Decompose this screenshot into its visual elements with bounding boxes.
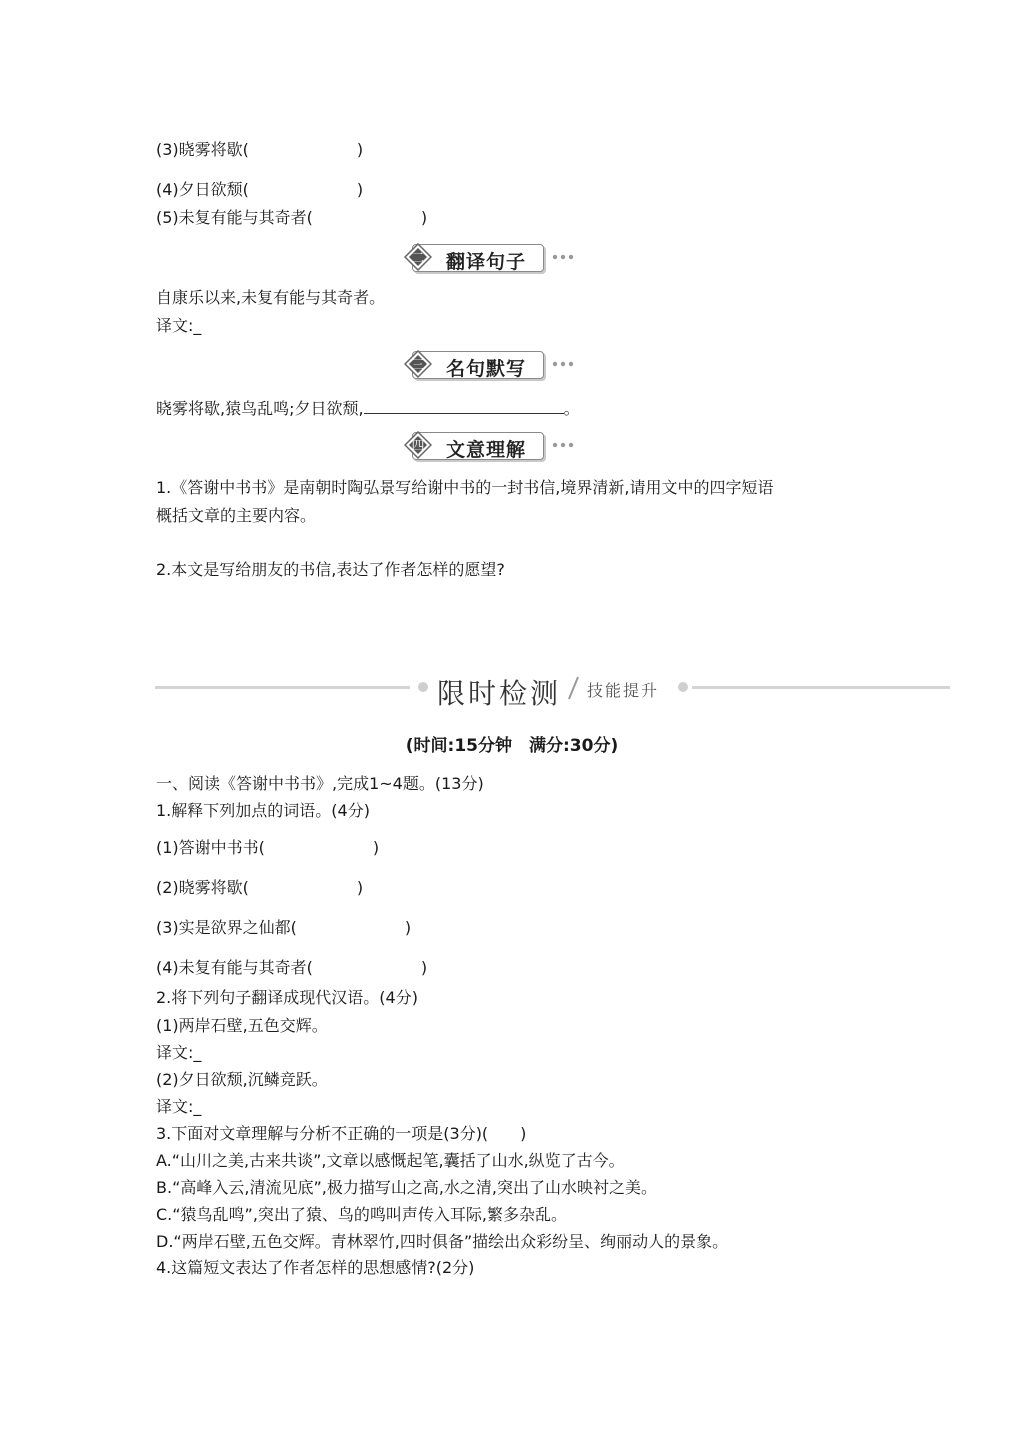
test-q3-option-a: A.“山川之美,古来共谈”,文章以感慨起笔,囊括了山水,纵览了古今。: [156, 1151, 625, 1170]
section-badge-recite: [404, 351, 574, 379]
item-close: ): [420, 208, 428, 227]
test-q3-option-d: D.“两岸石壁,五色交辉。青林翠竹,四时俱备”描绘出众彩纷呈、绚丽动人的景象。: [156, 1232, 729, 1251]
section-header-subtitle: 技能提升: [587, 681, 660, 700]
recite-suffix: 。: [563, 399, 580, 418]
section-number-icon: [404, 431, 432, 459]
badge-number: 四: [411, 439, 425, 454]
item-close: ): [372, 838, 380, 857]
badge-number: 二: [411, 251, 425, 266]
translate-sentence: 自康乐以来,未复有能与其奇者。: [156, 288, 386, 307]
item-text: (2)晓雾将歇(: [156, 878, 249, 897]
dots-icon: [552, 441, 574, 449]
badge-number: 三: [411, 358, 425, 373]
top-item-3: [156, 140, 363, 160]
section-number-icon: [404, 243, 432, 271]
item-text: (5)未复有能与其奇者(: [156, 208, 313, 227]
section-badge-translate: [404, 244, 574, 272]
understand-q1-line2: 概括文章的主要内容。: [156, 506, 317, 525]
header-dot-left: [418, 682, 428, 692]
test-q2-sentence-2: (2)夕日欲颓,沉鳞竞跃。: [156, 1070, 328, 1089]
translate-answer-label: 译文:_: [156, 316, 202, 335]
item-close: ): [420, 958, 428, 977]
item-text: (3)实是欲界之仙都(: [156, 918, 297, 937]
test-q1-item-1: [156, 838, 379, 858]
test-q2-answer-1: 译文:_: [156, 1043, 202, 1062]
understand-q1-line1: 1.《答谢中书书》是南朝时陶弘景写给谢中书的一封书信,境界清新,请用文中的四字短语: [156, 478, 774, 497]
item-close: ): [404, 918, 412, 937]
item-text: (4)未复有能与其奇者(: [156, 958, 313, 977]
time-info: (时间:15分钟 满分:30分): [405, 736, 619, 756]
badge-label: 文意理解: [446, 439, 527, 461]
header-dot-right: [678, 682, 688, 692]
dots-icon: [552, 253, 574, 261]
item-text: (1)答谢中书书(: [156, 838, 265, 857]
test-q1: 1.解释下列加点的词语。(4分): [156, 801, 370, 820]
badge-label: 名句默写: [446, 358, 527, 380]
test-q2: 2.将下列句子翻译成现代汉语。(4分): [156, 988, 418, 1007]
test-q1-item-2: [156, 878, 363, 898]
test-q1-item-3: [156, 918, 411, 938]
test-intro: 一、阅读《答谢中书书》,完成1~4题。(13分): [156, 774, 484, 793]
top-item-4: [156, 180, 363, 200]
section-header-title: 限时检测: [437, 677, 562, 710]
header-rule-left: [155, 686, 410, 689]
item-close: ): [356, 180, 364, 199]
recite-line: [156, 397, 580, 419]
item-close: ): [356, 140, 364, 159]
header-rule-right: [692, 686, 950, 689]
dots-icon: [552, 360, 574, 368]
item-text: (3)晓雾将歇(: [156, 140, 249, 159]
test-q4: 4.这篇短文表达了作者怎样的思想感情?(2分): [156, 1258, 475, 1277]
badge-label: 翻译句子: [446, 251, 527, 273]
section-number-icon: [404, 350, 432, 378]
test-q2-sentence-1: (1)两岸石壁,五色交辉。: [156, 1016, 328, 1035]
test-q1-item-4: [156, 958, 427, 978]
item-close: ): [356, 878, 364, 897]
recite-blank[interactable]: [364, 397, 564, 414]
item-text: (4)夕日欲颓(: [156, 180, 249, 199]
top-item-5: [156, 208, 427, 228]
test-q3-option-b: B.“高峰入云,清流见底”,极力描写山之高,水之清,突出了山水映衬之美。: [156, 1178, 657, 1197]
section-badge-understand: [404, 432, 574, 460]
test-q3-option-c: C.“猿鸟乱鸣”,突出了猿、鸟的鸣叫声传入耳际,繁多杂乱。: [156, 1205, 568, 1224]
recite-prefix: 晓雾将歇,猿鸟乱鸣;夕日欲颓,: [156, 399, 364, 418]
understand-q2: 2.本文是写给朋友的书信,表达了作者怎样的愿望?: [156, 560, 505, 579]
slash-divider: [566, 674, 580, 702]
test-q3: 3.下面对文章理解与分析不正确的一项是(3分)( ): [156, 1124, 527, 1143]
test-q2-answer-2: 译文:_: [156, 1097, 202, 1116]
